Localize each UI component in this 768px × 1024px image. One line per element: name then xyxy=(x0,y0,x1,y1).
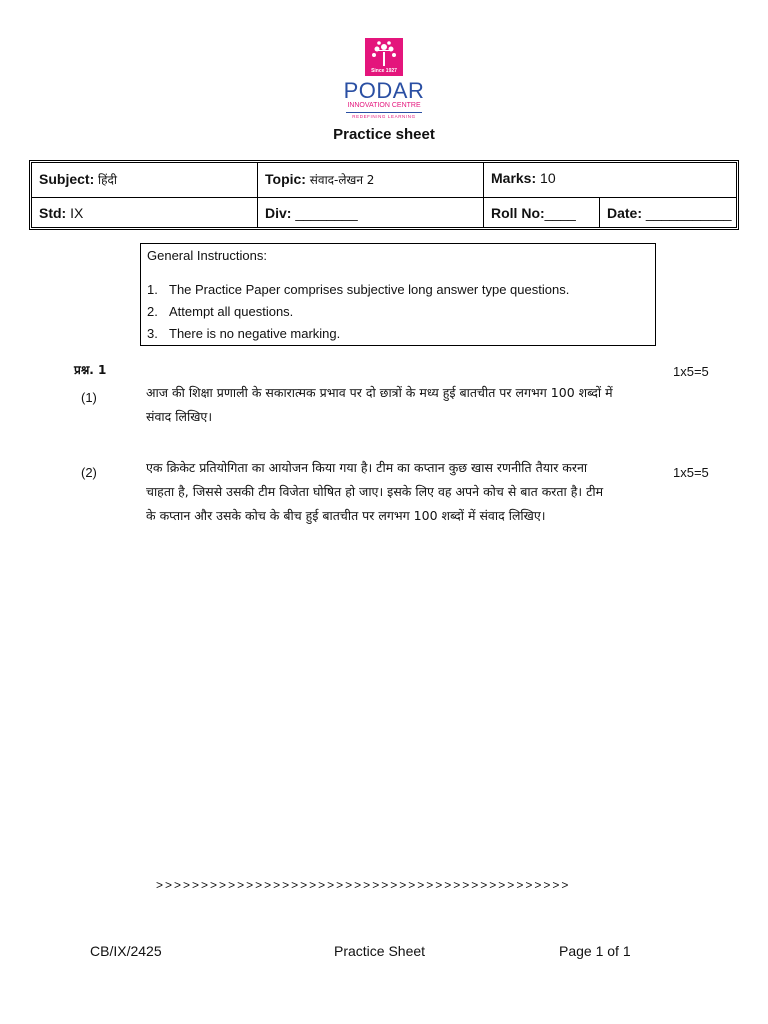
question-line: आज की शिक्षा प्रणाली के सकारात्मक प्रभाव पर दो छात्रों के मध्य हुई बातचीत पर लगभग 100 शब्दों में xyxy=(146,385,613,400)
std-value: IX xyxy=(66,205,84,221)
logo-since-text: Since 1927 xyxy=(371,68,397,74)
part-number: (1) xyxy=(81,390,97,405)
roll-value: ____ xyxy=(544,205,576,221)
logo-tagline: REDEFINING LEARNING xyxy=(352,114,416,119)
date-label: Date: xyxy=(607,205,643,221)
topic-value: संवाद-लेखन 2 xyxy=(305,173,375,187)
question-line: संवाद लिखिए। xyxy=(146,409,213,424)
roll-label: Roll No: xyxy=(491,205,545,221)
subject-label: Subject: xyxy=(39,171,95,187)
instruction-item xyxy=(147,282,569,297)
question-line: चाहता है, जिससे उसकी टीम विजेता घोषित हो जाए। इसके लिए वह अपने कोच से बात करता है। टीम xyxy=(146,484,604,499)
question-label: प्रश्न. 1 xyxy=(74,363,107,377)
date-cell xyxy=(601,205,732,221)
marks-value: 10 xyxy=(536,170,556,186)
table-col-divider xyxy=(483,163,484,227)
instruction-item xyxy=(147,326,340,341)
logo-divider xyxy=(346,112,422,113)
table-row-divider xyxy=(32,197,736,198)
part-number: (2) xyxy=(81,465,97,480)
instruction-text: There is no negative marking. xyxy=(169,326,341,341)
div-cell xyxy=(259,205,358,221)
instructions-heading: General Instructions: xyxy=(147,248,267,263)
topic-cell xyxy=(259,171,374,188)
logo-name: PODAR xyxy=(343,78,425,103)
header-table xyxy=(29,160,739,230)
page-title: Practice sheet xyxy=(333,126,435,143)
marks-cell xyxy=(485,170,556,186)
footer-code: CB/IX/2425 xyxy=(90,943,162,959)
general-instructions-box xyxy=(140,243,656,346)
instruction-number: 1. xyxy=(147,282,158,297)
div-label: Div: xyxy=(265,205,292,221)
std-label: Std: xyxy=(39,205,67,221)
subject-cell xyxy=(33,171,117,188)
question-marks: 1x5=5 xyxy=(673,364,709,379)
table-col-divider xyxy=(257,163,258,227)
question-part-text xyxy=(146,381,666,429)
end-marker: >>>>>>>>>>>>>>>>>>>>>>>>>>>>>>>>>>>>>>>>>>>>>> xyxy=(156,878,571,892)
std-cell xyxy=(33,205,83,221)
roll-cell xyxy=(485,205,576,221)
table-col-divider xyxy=(599,197,600,227)
instruction-item xyxy=(147,304,293,319)
footer-center: Practice Sheet xyxy=(334,943,426,959)
date-value: ___________ xyxy=(642,205,732,221)
instruction-number: 3. xyxy=(147,326,158,341)
question-line: के कप्तान और उसके कोच के बीच हुई बातचीत पर लगभग 100 शब्दों में संवाद लिखिए। xyxy=(146,508,546,523)
question-part-text xyxy=(146,456,666,528)
instruction-number: 2. xyxy=(147,304,158,319)
marks-label: Marks: xyxy=(491,170,537,186)
footer-page-number: Page 1 of 1 xyxy=(559,943,631,959)
div-value: ________ xyxy=(291,205,358,221)
school-logo xyxy=(336,34,432,122)
instruction-text: The Practice Paper comprises subjective long answer type questions. xyxy=(169,282,570,297)
part-marks: 1x5=5 xyxy=(673,465,709,480)
question-line: एक क्रिकेट प्रतियोगिता का आयोजन किया गया है। टीम का कप्तान कुछ खास रणनीति तैयार करना xyxy=(146,460,588,475)
topic-label: Topic: xyxy=(265,171,306,187)
logo-subtitle: INNOVATION CENTRE xyxy=(347,102,421,109)
instruction-text: Attempt all questions. xyxy=(169,304,294,319)
subject-value: हिंदी xyxy=(94,173,118,187)
